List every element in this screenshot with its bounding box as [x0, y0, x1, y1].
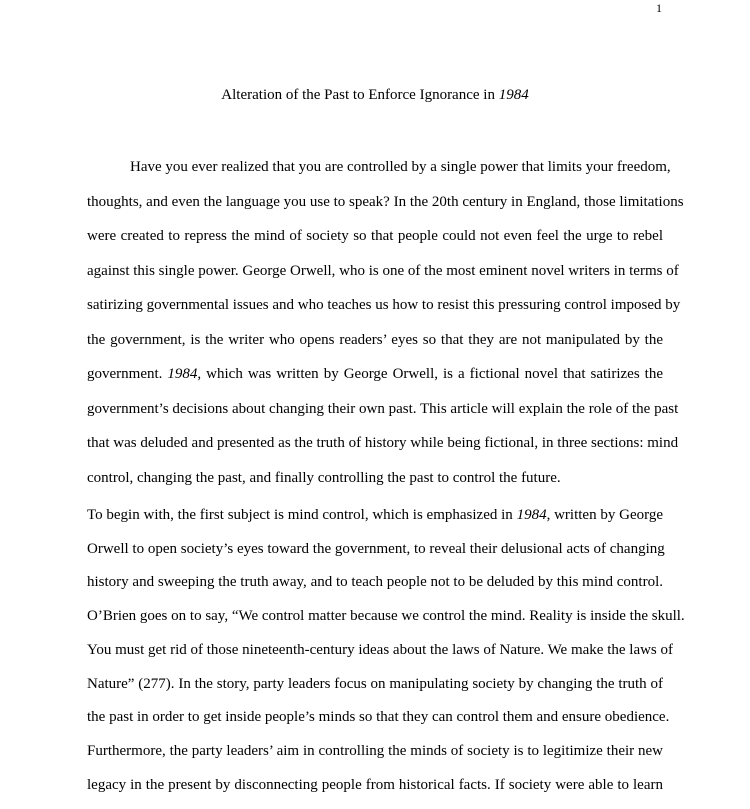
document-title [0, 85, 750, 105]
paragraph-line: against this single power. George Orwell, who is one of the most eminent novel writers in terms of [87, 262, 679, 279]
paragraph-line-with-italic [87, 499, 663, 533]
paragraph-line: legacy in the present by disconnecting people from historical facts. If society were able to learn [87, 776, 663, 793]
paragraph-line: thoughts, and even the language you use to speak? In the 20th century in England, those limitations [87, 193, 684, 210]
paragraph-line: O’Brien goes on to say, “We control matter because we control the mind. Reality is inside the skull. [87, 608, 685, 625]
italic-year: 1984 [167, 366, 198, 382]
paragraph-line: were created to repress the mind of society so that people could not even feel the urge to rebel [87, 228, 663, 244]
paragraph-line: government’s decisions about changing their own past. This article will explain the role of the past [87, 400, 679, 417]
line-prefix: government. [87, 366, 168, 382]
line-suffix: , written by George [546, 507, 663, 523]
line-suffix: , which was written by George Orwell, is a fictional novel that satirizes the [197, 366, 663, 382]
page-number: 1 [656, 1, 662, 15]
paragraph-line: satirizing governmental issues and who teaches us how to resist this pressuring control imposed by [87, 297, 681, 313]
paragraph-line: Orwell to open society’s eyes toward the government, to reveal their delusional acts of changing [87, 540, 665, 557]
paragraph-line: You must get rid of those nineteenth-century ideas about the laws of Nature. We make the laws of [87, 641, 674, 658]
paragraph-line: that was deluded and presented as the truth of history while being fictional, in three sections: mind [87, 435, 679, 451]
title-text: Alteration of the Past to Enforce Ignorance in [221, 87, 499, 103]
paragraph-line: Nature” (277). In the story, party leaders focus on manipulating society by changing the truth of [87, 675, 663, 692]
paragraph-line-with-italic [87, 357, 663, 392]
paragraph-introduction [87, 150, 684, 495]
title-italic-year: 1984 [498, 87, 529, 103]
paragraph-line: control, changing the past, and finally controlling the past to control the future. [87, 469, 561, 486]
paragraph-line: history and sweeping the truth away, and to teach people not to be deluded by this mind control. [87, 574, 663, 591]
paragraph-line: Furthermore, the party leaders’ aim in controlling the minds of society is to legitimize their new [87, 742, 663, 759]
italic-year: 1984 [516, 507, 547, 523]
paragraph-mind-control [87, 499, 685, 802]
paragraph-line: the past in order to get inside people’s minds so that they can control them and ensure obedience. [87, 709, 670, 726]
paragraph-line: Have you ever realized that you are controlled by a single power that limits your freedom, [130, 159, 671, 175]
line-prefix: To begin with, the first subject is mind control, which is emphasized in [87, 507, 517, 523]
paragraph-line: the government, is the writer who opens readers’ eyes so that they are not manipulated by the [87, 331, 663, 348]
